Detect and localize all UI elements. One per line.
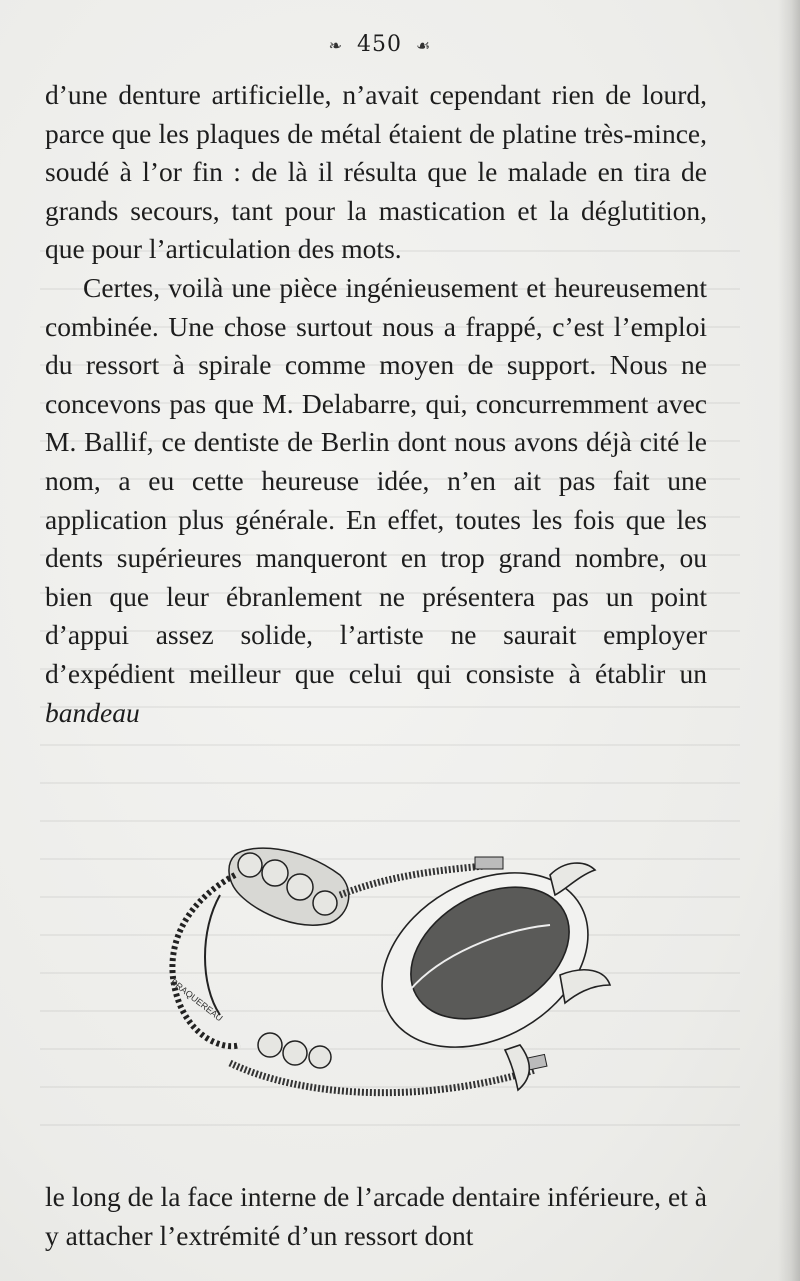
paragraph-3: le long de la face interne de l’arcade dentaire inférieure, et à y attacher l’extrémité d’un ressort dont <box>45 1181 707 1251</box>
serrated-clasp <box>172 875 240 1046</box>
paragraph-2 <box>45 269 707 732</box>
upper-plate <box>229 848 349 925</box>
paragraph-2-emphasis: bandeau <box>45 696 140 728</box>
dental-prosthesis-illustration <box>140 835 620 1135</box>
lower-spiral-spring <box>230 1063 535 1093</box>
page-header <box>0 32 760 57</box>
ornament-right-icon: ☙ <box>416 36 432 55</box>
engraver-signature: BRAQUEREAU <box>168 976 225 1024</box>
text-block-bottom <box>45 1178 707 1255</box>
lower-teeth <box>258 1033 331 1068</box>
page-number: 450 <box>357 32 403 57</box>
page-edge-shadow <box>778 0 800 1281</box>
paragraph-2-text: Certes, voilà une pièce ingénieusement et heureusement combinée. Une chose surtout nous a frappé, c’est l’emploi du ressort à spirale comme moyen de support. Nous ne concevons pas que M. Delabarre, qui, concurremment avec M. Ballif, ce dentiste de Berlin dont nous avons déjà cité le nom, a eu cette heureuse idée, n’en ait pas fait une application plus générale. En effet, toutes les fois que les dents supérieures manqueront en trop grand nombre, ou bien que leur ébranlement ne présentera pas un point d’appui assez solide, l’artiste ne saurait employer d’expédient meilleur que celui qui consiste à établir un <box>45 271 707 689</box>
text-block-top <box>45 76 707 732</box>
paragraph-1: d’une denture artificielle, n’avait cependant rien de lourd, parce que les plaques de métal étaient de platine très-mince, soudé à l’or fin : de là il résulta que le malade en tira de grands secours, tant pour la mastication et la déglutition, que pour l’articulation des mots. <box>45 79 707 265</box>
basin <box>351 837 620 1090</box>
ornament-left-icon: ❧ <box>328 36 344 55</box>
